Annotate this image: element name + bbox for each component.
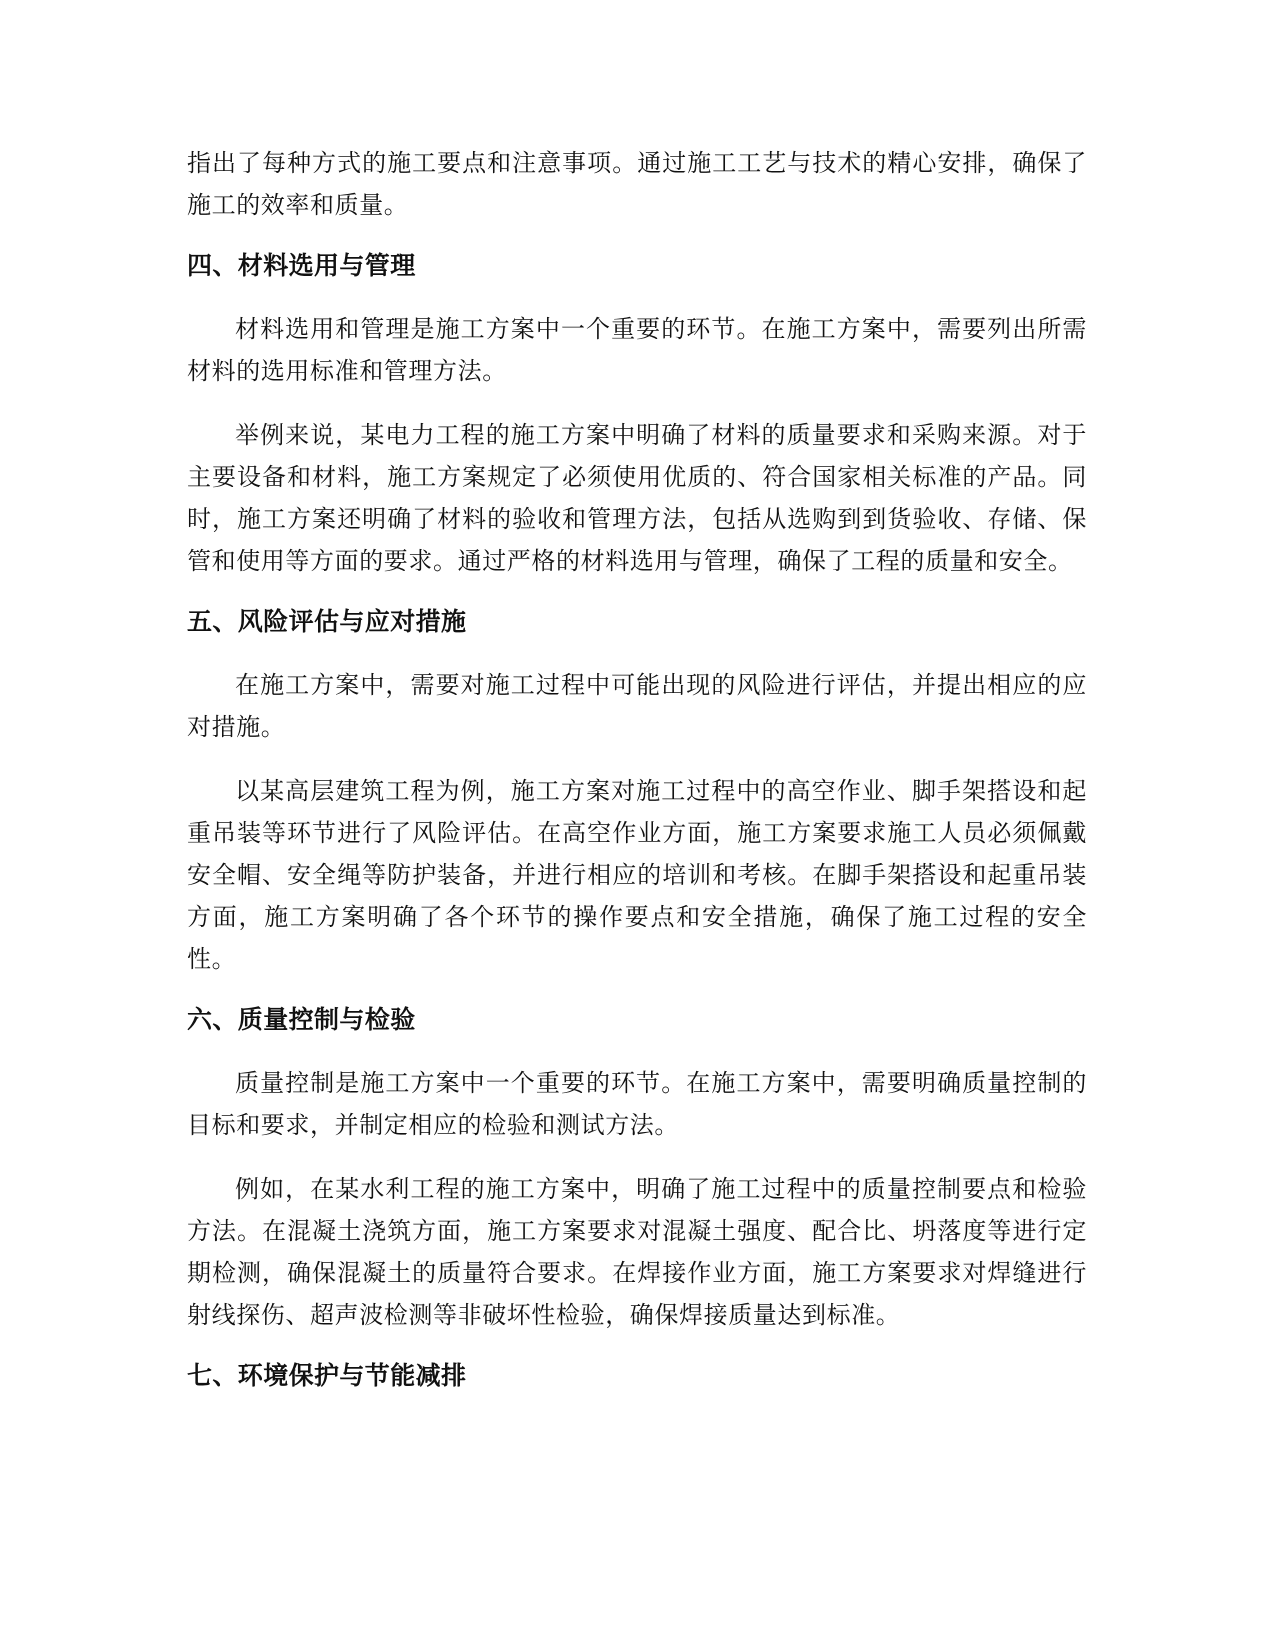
section-heading-quality: 六、质量控制与检验: [187, 1005, 416, 1034]
section-quality-paragraph-1: 质量控制是施工方案中一个重要的环节。在施工方案中，需要明确质量控制的目标和要求，并制定相应的检验和测试方法。: [187, 1069, 1087, 1139]
section-heading-environment: 七、环境保护与节能减排: [187, 1361, 467, 1390]
document-body: [187, 142, 1087, 1418]
section-quality-paragraph-2: 例如，在某水利工程的施工方案中，明确了施工过程中的质量控制要点和检验方法。在混凝土浇筑方面，施工方案要求对混凝土强度、配合比、坍落度等进行定期检测，确保混凝土的质量符合要求。在焊接作业方面，施工方案要求对焊缝进行射线探伤、超声波检测等非破坏性检验，确保焊接质量达到标准。: [187, 1175, 1087, 1329]
section-risk-paragraph-2: 以某高层建筑工程为例，施工方案对施工过程中的高空作业、脚手架搭设和起重吊装等环节进行了风险评估。在高空作业方面，施工方案要求施工人员必须佩戴安全帽、安全绳等防护装备，并进行相应的培训和考核。在脚手架搭设和起重吊装方面，施工方案明确了各个环节的操作要点和安全措施，确保了施工过程的安全性。: [187, 777, 1087, 973]
section-materials-paragraph-1: 材料选用和管理是施工方案中一个重要的环节。在施工方案中，需要列出所需材料的选用标准和管理方法。: [187, 315, 1087, 385]
continuation-paragraph: 指出了每种方式的施工要点和注意事项。通过施工工艺与技术的精心安排，确保了施工的效率和质量。: [187, 149, 1087, 219]
section-risk-paragraph-1: 在施工方案中，需要对施工过程中可能出现的风险进行评估，并提出相应的应对措施。: [187, 671, 1087, 741]
section-materials-paragraph-2: 举例来说，某电力工程的施工方案中明确了材料的质量要求和采购来源。对于主要设备和材料，施工方案规定了必须使用优质的、符合国家相关标准的产品。同时，施工方案还明确了材料的验收和管理方法，包括从选购到到货验收、存储、保管和使用等方面的要求。通过严格的材料选用与管理，确保了工程的质量和安全。: [187, 421, 1087, 575]
section-heading-materials: 四、材料选用与管理: [187, 251, 416, 280]
section-heading-risk: 五、风险评估与应对措施: [187, 607, 467, 636]
